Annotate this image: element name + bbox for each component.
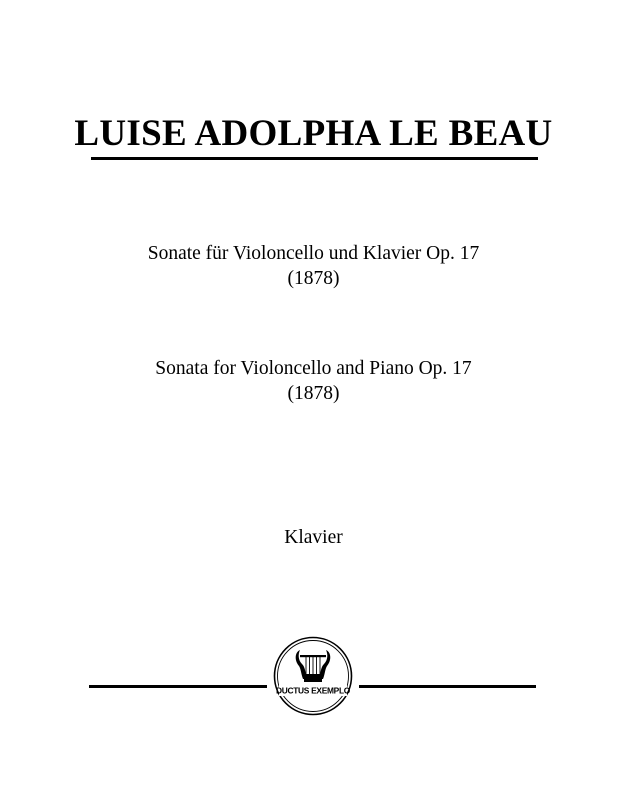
composer-underline xyxy=(91,157,538,160)
footer-rule-left xyxy=(89,685,267,688)
title-german-year: (1878) xyxy=(287,268,340,289)
composer-name: LUISE ADOLPHA LE BEAU xyxy=(74,113,553,154)
title-english-year: (1878) xyxy=(287,383,340,404)
publisher-seal xyxy=(273,636,353,716)
title-english-line1: Sonata for Violoncello and Piano Op. 17 xyxy=(155,358,472,379)
lyre-icon xyxy=(273,636,353,716)
title-english xyxy=(0,356,627,406)
footer-rule-right xyxy=(359,685,536,688)
title-german xyxy=(0,241,627,291)
title-german-line1: Sonate für Violoncello und Klavier Op. 17 xyxy=(147,243,480,264)
publisher-logo-text: DUCTUS EXEMPLO xyxy=(276,685,350,696)
part-name: Klavier xyxy=(284,527,343,548)
